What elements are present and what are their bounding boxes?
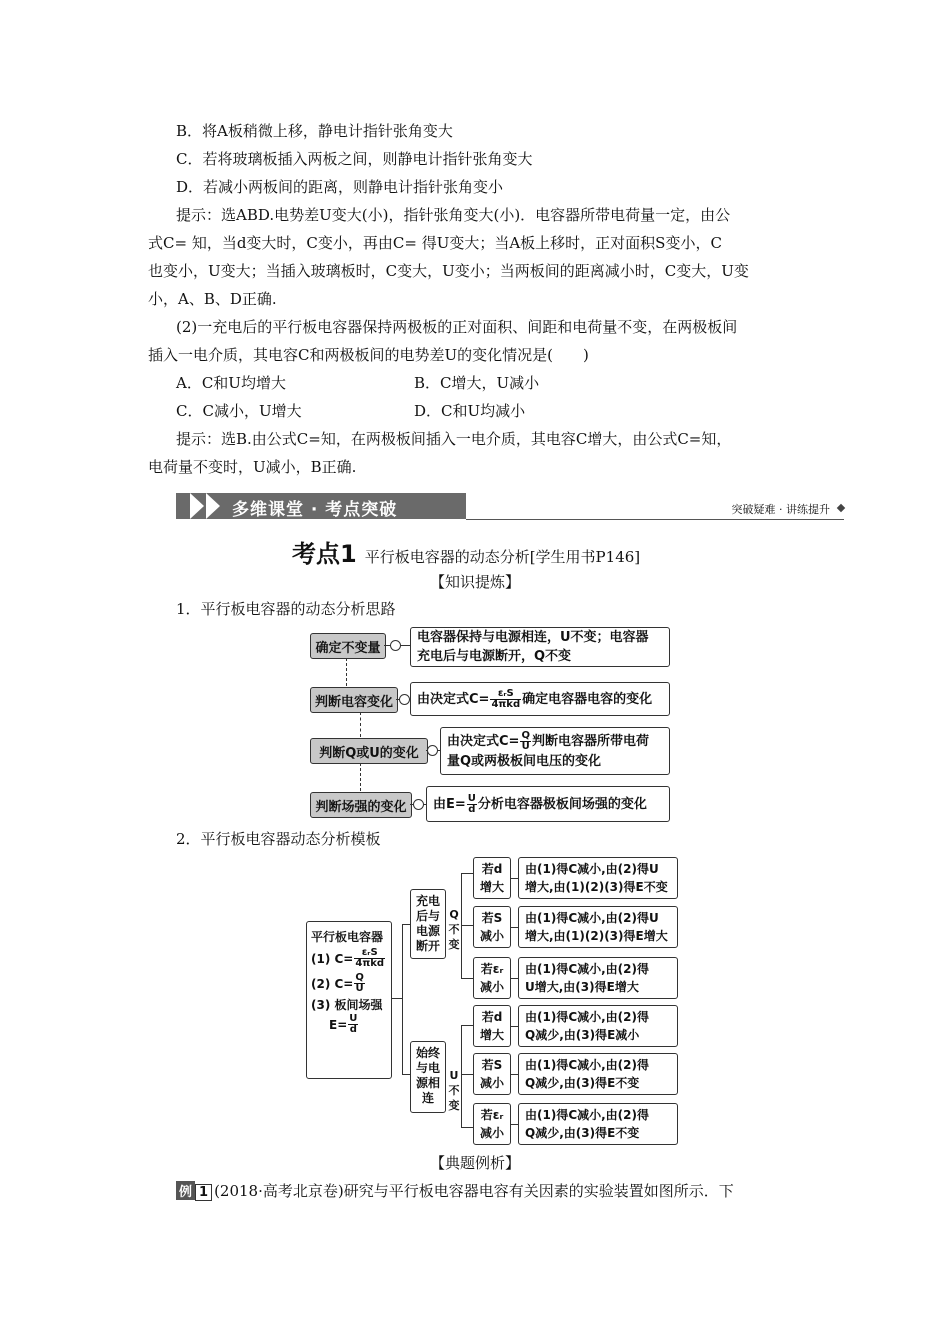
denominator: U	[355, 983, 364, 994]
result-line: Q减少,由(3)得E不变	[525, 1126, 640, 1140]
fraction	[467, 794, 477, 815]
denominator: d	[349, 1024, 357, 1035]
connector	[511, 1026, 518, 1027]
desc-field	[426, 786, 670, 822]
banner-title: 多维课堂 · 考点突破	[232, 500, 398, 520]
fraction	[354, 973, 365, 994]
connector	[511, 927, 518, 928]
branch-condition: U不变	[448, 1069, 460, 1112]
chevron-icon	[206, 493, 220, 519]
desc-text: 判断电容器所带电荷	[531, 734, 649, 749]
formula-label: (2) C=	[311, 976, 354, 991]
connector	[392, 998, 402, 999]
chevron-icon	[190, 493, 204, 519]
dashed-arrow	[360, 712, 361, 737]
branch-disconnected	[410, 889, 446, 959]
desc-fixed-quantity	[410, 627, 670, 667]
case-result	[518, 906, 678, 948]
hint1-line1: 提示：选ABD.电势差U变大(小)，指针张角变大(小)．电容器所带电荷量一定，由公	[176, 206, 731, 224]
result-line: Q减少,由(3)得E减小	[525, 1028, 640, 1042]
diamond-icon	[837, 504, 845, 512]
hint2-line1: 提示：选B.由公式C=知，在两极板间插入一电介质，其电容C增大，由公式C=知，	[176, 430, 732, 448]
fraction	[348, 1014, 358, 1035]
hint1-line4: 小，A、B、D正确.	[148, 290, 277, 308]
formula-3-label: (3) 板间场强	[311, 998, 383, 1012]
result-line: 由(1)得C减小,由(2)得	[525, 1108, 650, 1122]
result-line: 由(1)得C减小,由(2)得	[525, 962, 650, 976]
desc-text: 确定电容器电容的变化	[522, 691, 653, 707]
option2-b: B．C增大，U减小	[414, 374, 540, 392]
case-result	[518, 957, 678, 999]
section2-title: 2．平行板电容器动态分析模板	[176, 830, 381, 848]
fraction	[520, 731, 531, 752]
option2-d: D．C和U均减小	[414, 402, 526, 420]
numerator: U	[349, 1013, 358, 1024]
step-q-or-u	[310, 738, 428, 764]
example-text: (2018·高考北京卷)研究与平行板电容器电容有关因素的实验装置如图所示．下	[214, 1182, 734, 1200]
question2-line2: 插入一电介质，其电容C和两极板间的电势差U的变化情况是( )	[148, 346, 589, 364]
question2-line1: (2)一充电后的平行板电容器保持两极板的正对面积、间距和电荷量不变，在两极板间	[176, 318, 738, 336]
main-capacitor-box	[306, 921, 392, 1079]
example-number: 1	[195, 1184, 212, 1201]
kaodian-heading	[292, 534, 640, 569]
connector	[511, 878, 518, 879]
case-result	[518, 1005, 678, 1047]
result-line: 增大,由(1)(2)(3)得E不变	[525, 880, 668, 894]
connector	[511, 1074, 518, 1075]
connector	[402, 1074, 410, 1075]
denominator: 4πkd	[355, 958, 385, 969]
case-condition-text: 若S减小	[479, 911, 504, 943]
case-condition	[473, 957, 511, 999]
connector	[461, 873, 473, 874]
numerator: U	[467, 792, 476, 804]
desc-text: 由决定式C=	[417, 691, 490, 707]
case-condition-text: 若εᵣ减小	[479, 1108, 504, 1140]
option-b: B．将A板稍微上移，静电计指针张角变大	[176, 122, 453, 140]
formula-label: E=	[329, 1017, 348, 1032]
case-condition-text: 若εᵣ减小	[479, 962, 504, 994]
desc-q-or-u	[440, 727, 670, 775]
knowledge-heading: 【知识提炼】	[429, 573, 520, 591]
desc-text: 分析电容器极板间场强的变化	[477, 796, 647, 812]
node-circle	[390, 640, 401, 651]
numerator: Q	[355, 972, 364, 983]
option2-a: A．C和U均增大	[176, 374, 286, 392]
step-label: 判断Q或U的变化	[319, 745, 419, 761]
hint1-line3: 也变小，U变大；当插入玻璃板时，C变大，U变小；当两板间的距离减小时，C变大，U变	[148, 262, 749, 280]
step-label: 确定不变量	[315, 640, 381, 656]
result-line: 由(1)得C减小,由(2)得U	[525, 862, 659, 876]
connector	[461, 978, 473, 979]
branch-label: 充电后与电源断开	[415, 894, 440, 953]
kaodian-title: 平行板电容器的动态分析[学生用书P146]	[364, 548, 641, 566]
step-capacitance	[310, 687, 398, 713]
example-label: 例	[176, 1181, 195, 1200]
hint2-line2: 电荷量不变时，U减小，B正确.	[148, 458, 357, 476]
node-circle	[413, 799, 424, 810]
desc-line: 量Q或两极板间电压的变化	[447, 754, 602, 769]
denominator: U	[521, 741, 530, 752]
option2-c: C．C减小，U增大	[176, 402, 302, 420]
connector	[461, 925, 473, 926]
step-field	[310, 792, 412, 818]
option-c: C．若将玻璃板插入两板之间，则静电计指针张角变大	[176, 150, 533, 168]
desc-text: 由决定式C=	[447, 734, 520, 749]
result-line: Q减少,由(3)得E不变	[525, 1076, 640, 1090]
dashed-arrow	[360, 763, 361, 791]
result-line: 由(1)得C减小,由(2)得U	[525, 911, 659, 925]
result-line: U增大,由(3)得E增大	[525, 980, 639, 994]
node-circle	[399, 694, 410, 705]
dashed-arrow	[346, 658, 347, 686]
branch-label: 始终与电源相连	[415, 1046, 440, 1105]
main-title: 平行板电容器	[311, 930, 384, 944]
branch-condition: Q不变	[448, 908, 460, 951]
connector	[402, 924, 403, 1074]
connector	[461, 1074, 473, 1075]
desc-text: 由E=	[433, 796, 466, 812]
result-line: 增大,由(1)(2)(3)得E增大	[525, 929, 668, 943]
case-condition-text: 若d增大	[479, 862, 504, 894]
banner-subtitle: 突破疑难 · 讲练提升	[731, 503, 830, 516]
denominator: 4πkd	[491, 698, 521, 710]
result-line: 由(1)得C减小,由(2)得	[525, 1010, 650, 1024]
case-condition	[473, 1103, 511, 1145]
case-condition	[473, 1053, 511, 1095]
formula-3	[311, 1014, 387, 1035]
connector	[461, 1025, 473, 1026]
case-result	[518, 1103, 678, 1145]
banner-rule	[466, 519, 844, 520]
connector	[461, 1025, 462, 1127]
fraction	[490, 689, 521, 710]
connector	[511, 1124, 518, 1125]
connector	[402, 924, 410, 925]
desc-line	[447, 731, 649, 752]
case-condition-text: 若S减小	[479, 1058, 504, 1090]
hint1-line2: 式C= 知，当d变大时，C变小，再由C= 得U变大；当A板上移时，正对面积S变小，C	[148, 234, 722, 252]
desc-capacitance	[410, 682, 670, 716]
section1-title: 1．平行板电容器的动态分析思路	[176, 600, 396, 618]
step-fixed-quantity	[310, 633, 386, 659]
option-d: D．若减小两板间的距离，则静电计指针张角变小	[176, 178, 504, 196]
denominator: d	[468, 803, 476, 815]
case-result	[518, 857, 678, 899]
connector	[511, 978, 518, 979]
case-condition	[473, 1005, 511, 1047]
result-line: 由(1)得C减小,由(2)得	[525, 1058, 650, 1072]
section-banner	[176, 491, 844, 523]
node-circle	[427, 745, 438, 756]
formula-2	[311, 973, 387, 994]
numerator: εᵣS	[490, 689, 521, 700]
desc-line: 充电后与电源断开，Q不变	[417, 649, 572, 664]
case-condition	[473, 906, 511, 948]
step-label: 判断场强的变化	[315, 799, 407, 815]
step-label: 判断电容变化	[314, 694, 393, 710]
formula-label: (1) C=	[311, 951, 354, 966]
fraction	[354, 948, 385, 969]
example-heading: 【典题例析】	[429, 1154, 520, 1172]
example-1	[176, 1180, 734, 1201]
branch-connected	[410, 1041, 446, 1113]
kaodian-label: 考点1	[292, 540, 357, 568]
connector	[461, 1127, 473, 1128]
numerator: εᵣS	[354, 948, 385, 959]
numerator: Q	[521, 730, 530, 741]
case-condition-text: 若d增大	[479, 1010, 504, 1042]
case-result	[518, 1053, 678, 1095]
formula-1	[311, 948, 387, 969]
desc-line: 电容器保持与电源相连，U不变；电容器	[417, 630, 649, 645]
case-condition	[473, 857, 511, 899]
